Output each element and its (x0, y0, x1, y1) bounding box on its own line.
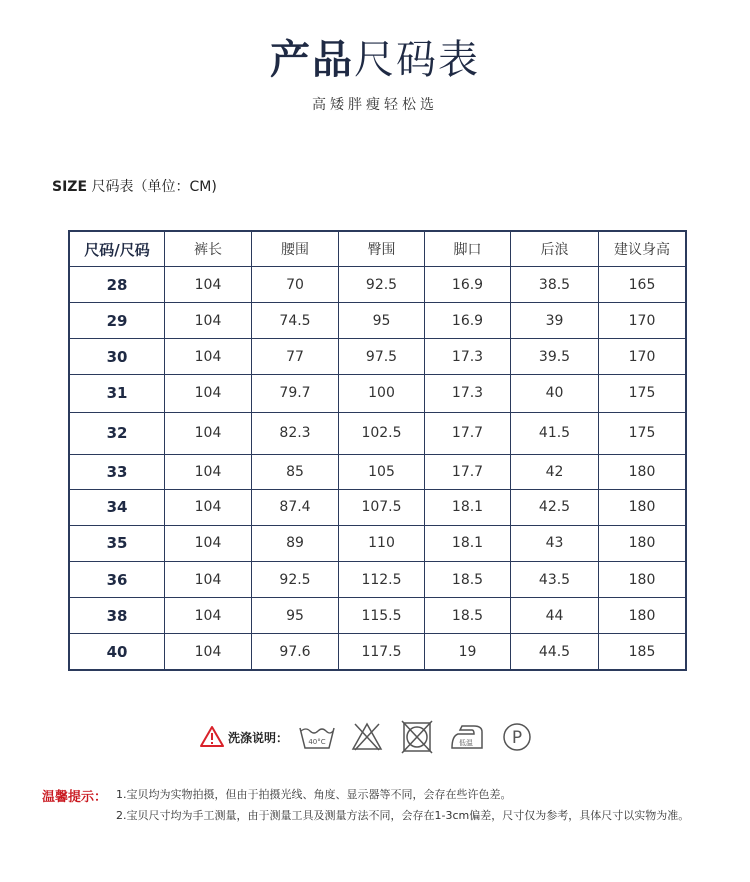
table-cell: 104 (165, 303, 252, 339)
table-row (69, 634, 686, 670)
table-cell: 18.1 (425, 525, 511, 561)
tips-title: 温馨提示： (42, 790, 108, 805)
column-header: 尺码/尺码 (69, 231, 165, 267)
table-row (69, 303, 686, 339)
table-cell: 102.5 (339, 412, 425, 454)
column-header: 腰围 (252, 231, 339, 267)
table-cell: 39 (511, 303, 599, 339)
table-cell: 43 (511, 525, 599, 561)
table-cell: 112.5 (339, 562, 425, 598)
no-tumble-dry-icon (398, 720, 436, 754)
table-cell: 104 (165, 489, 252, 525)
table-cell: 17.3 (425, 339, 511, 375)
table-cell: 104 (165, 375, 252, 412)
table-cell: 97.5 (339, 339, 425, 375)
wash-instructions (200, 720, 548, 754)
table-cell: 77 (252, 339, 339, 375)
table-cell: 16.9 (425, 267, 511, 303)
table-cell: 92.5 (339, 267, 425, 303)
table-row (69, 598, 686, 634)
iron-text: 低温 (459, 739, 474, 747)
table-row (69, 267, 686, 303)
table-cell: 104 (165, 454, 252, 489)
table-row (69, 454, 686, 489)
table-cell: 117.5 (339, 634, 425, 670)
table-row (69, 489, 686, 525)
title-light: 尺码表 (354, 37, 480, 83)
table-row (69, 339, 686, 375)
table-cell: 79.7 (252, 375, 339, 412)
table-cell: 38.5 (511, 267, 599, 303)
table-cell: 44 (511, 598, 599, 634)
size-cell: 40 (69, 634, 165, 670)
table-cell: 104 (165, 525, 252, 561)
table-cell: 42.5 (511, 489, 599, 525)
table-cell: 82.3 (252, 412, 339, 454)
size-table (68, 230, 687, 671)
table-cell: 104 (165, 634, 252, 670)
table-cell: 85 (252, 454, 339, 489)
table-cell: 180 (599, 525, 687, 561)
table-cell: 104 (165, 339, 252, 375)
size-cell: 30 (69, 339, 165, 375)
table-cell: 92.5 (252, 562, 339, 598)
size-cell: 32 (69, 412, 165, 454)
table-row (69, 562, 686, 598)
size-label-rest: 尺码表（单位：CM) (87, 179, 217, 195)
table-cell: 104 (165, 562, 252, 598)
size-cell: 34 (69, 489, 165, 525)
table-cell: 104 (165, 598, 252, 634)
table-cell: 105 (339, 454, 425, 489)
table-cell: 180 (599, 598, 687, 634)
table-cell: 42 (511, 454, 599, 489)
size-label-size: SIZE (52, 179, 88, 195)
table-row (69, 375, 686, 412)
dry-clean-letter: P (511, 728, 523, 748)
size-cell: 35 (69, 525, 165, 561)
table-cell: 44.5 (511, 634, 599, 670)
table-cell: 107.5 (339, 489, 425, 525)
table-cell: 41.5 (511, 412, 599, 454)
table-cell: 115.5 (339, 598, 425, 634)
table-cell: 70 (252, 267, 339, 303)
table-cell: 104 (165, 412, 252, 454)
table-cell: 97.6 (252, 634, 339, 670)
table-cell: 17.3 (425, 375, 511, 412)
table-cell: 175 (599, 412, 687, 454)
dry-clean-p-icon (498, 720, 536, 754)
table-cell: 110 (339, 525, 425, 561)
table-cell: 87.4 (252, 489, 339, 525)
table-cell: 95 (252, 598, 339, 634)
wash-label: 洗涤说明： (228, 730, 289, 745)
table-cell: 170 (599, 339, 687, 375)
no-bleach-icon (348, 720, 386, 754)
table-cell: 18.5 (425, 598, 511, 634)
column-header: 建议身高 (599, 231, 687, 267)
iron-low-icon (448, 720, 486, 754)
page-subtitle: 高矮胖瘦轻松选 (312, 97, 438, 113)
size-cell: 33 (69, 454, 165, 489)
table-cell: 89 (252, 525, 339, 561)
table-cell: 39.5 (511, 339, 599, 375)
table-cell: 185 (599, 634, 687, 670)
table-cell: 100 (339, 375, 425, 412)
table-cell: 95 (339, 303, 425, 339)
table-cell: 18.5 (425, 562, 511, 598)
table-cell: 175 (599, 375, 687, 412)
size-table-label (52, 176, 217, 196)
size-cell: 28 (69, 267, 165, 303)
wash-temp-text: 40°C (308, 738, 326, 746)
size-cell: 31 (69, 375, 165, 412)
size-cell: 36 (69, 562, 165, 598)
table-cell: 180 (599, 489, 687, 525)
table-cell: 43.5 (511, 562, 599, 598)
table-cell: 180 (599, 454, 687, 489)
table-header-row (69, 231, 686, 267)
column-header: 裤长 (165, 231, 252, 267)
warning-icon (200, 725, 224, 749)
size-cell: 38 (69, 598, 165, 634)
table-cell: 19 (425, 634, 511, 670)
table-cell: 40 (511, 375, 599, 412)
column-header: 脚口 (425, 231, 511, 267)
size-cell: 29 (69, 303, 165, 339)
table-cell: 170 (599, 303, 687, 339)
column-header: 臀围 (339, 231, 425, 267)
page-title (0, 28, 750, 85)
table-cell: 17.7 (425, 412, 511, 454)
table-cell: 180 (599, 562, 687, 598)
table-cell: 74.5 (252, 303, 339, 339)
table-row (69, 412, 686, 454)
table-cell: 18.1 (425, 489, 511, 525)
tip-line-2: 2.宝贝尺寸均为手工测量，由于测量工具及测量方法不同，会存在1-3cm偏差，尺寸仅为参考，具体尺寸以实物为准。 (116, 809, 690, 822)
table-row (69, 525, 686, 561)
table-cell: 104 (165, 267, 252, 303)
column-header: 后浪 (511, 231, 599, 267)
table-cell: 16.9 (425, 303, 511, 339)
table-cell: 165 (599, 267, 687, 303)
table-cell: 17.7 (425, 454, 511, 489)
title-bold: 产品 (270, 37, 354, 83)
wash-40-icon (298, 720, 336, 754)
tip-line-1: 1.宝贝均为实物拍摄，但由于拍摄光线、角度、显示器等不同，会存在些许色差。 (116, 788, 512, 801)
